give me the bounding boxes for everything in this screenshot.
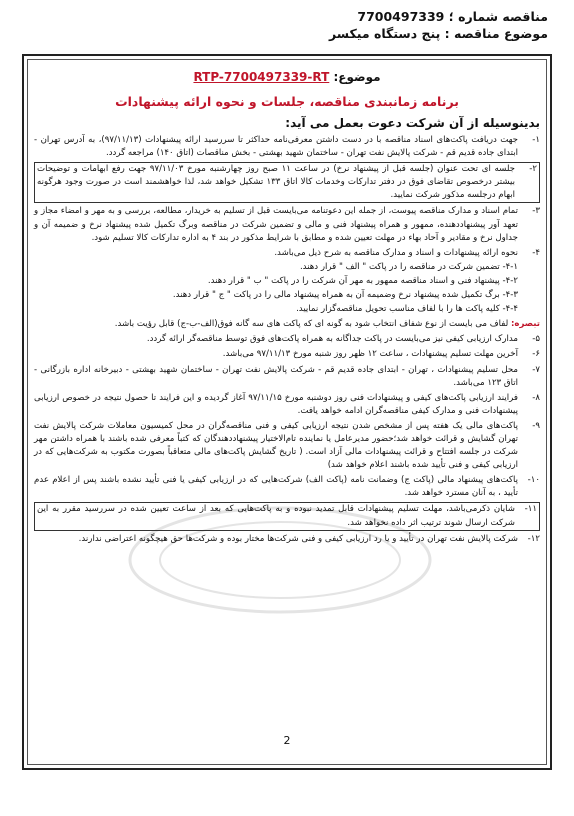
item-text: جلسه ای تحت عنوان (جلسه قبل از پیشنهاد نرخ) در ساعت ۱۱ صبح روز چهارشنبه مورخ ۹۷/۱۱/۰۳ جهت رفع ابهامات و توضیحات بیشتر درخصوص تقاضای فوق در دفتر تدارکات وخدمات کالا اتاق ۱۳۳ تشکیل خواهد شد، لذا خواهشمند است در صورت وجود هرگونه ابهام درجلسه مذکور شرکت نمایید. [37,164,515,201]
item-number: ۱۲- [527,533,540,544]
item-text: نحوه ارائه پیشنهادات و اسناد و مدارک مناقصه به شرح ذیل می‌باشد. [274,247,518,258]
tender-subject: موضوع مناقصه : پنج دستگاه میکسر [329,26,548,41]
note-label: تبصره: [510,319,540,330]
document-body [34,64,540,546]
list-item [34,474,540,500]
item-text: تمام اسناد و مدارک مناقصه پیوست، از جمله این دعوتنامه می‌بایست قبل از تسلیم به خریدار، مطالعه، بررسی و به مهر و امضاء مجاز و تعهد آور پیشنهاددهنده، ممهور و همراه پیشنهاد فنی و مالی و تضمین شرکت در مناقصه وبرگ تکمیل شده پیشنهاد نرخ و ضمیمه آن و جداول نرخ و مقادیر و آحاد بهاء در مهلت تعیین شده و مطابق با شرایط مذکور در بند ۴ به اداره تدارکات کالا تسلیم شود. [34,206,518,243]
sub-item: ۴-۲- پیشنهاد فنی و اسناد مناقصه ممهور به مهر آن شرکت را در پاکت " ب " قرار دهند. [207,275,518,286]
note-row [34,318,540,331]
list-item [34,420,540,472]
list-item [34,533,540,546]
sub-item: ۴-۳- برگ تکمیل شده پیشنهاد نرخ وضمیمه آن به همراه پیشنهاد مالی را در پاکت " ج " قرار دهند. [172,290,518,301]
list-item-boxed [34,502,540,530]
item-text: پاکت‌های مالی یک هفته پس از مشخص شدن نتیجه ارزیابی کیفی و فنی مناقصه‌گران در محل کمیسیون معاملات شرکت پالایش نفت تهران گشایش و قرائت خواهد شد؛حضور مدیرعامل یا نماینده تام‌الاختیار پیشنهاددهندگان که کتباً معرفی شده باشند با همراه داشتن مهر شرکت در جلسه افتتاح و قرائت پیشنهادات مالی آزاد است. ( تاریخ گشایش پاکت‌های مالی متعاقباً بصورت مکتوب به شرکت‌هایی که در ارزیابی کیفی و فنی تأیید شده باشند اعلام خواهد شد) [34,420,518,471]
list-item [34,333,540,346]
item-text: مدارک ارزیابی کیفی نیز می‌بایست در پاکت جداگانه به همراه پاکت‌های فوق توسط مناقصه‌گر ارائه گردد. [146,334,518,345]
subject-label: موضوع: [333,70,381,84]
list-item [34,134,540,160]
program-title: برنامه زمانبندی مناقصه، جلسات و نحوه ارائه پیشنهادات [115,94,459,109]
list-item [34,364,540,390]
item-number: ۳- [532,206,540,217]
list-item-boxed [34,162,540,203]
page-number: 2 [283,734,291,747]
list-item [34,392,540,418]
item-text: فرایند ارزیابی پاکت‌های کیفی و پیشنهادات فنی روز دوشنبه مورخ ۹۷/۱۱/۱۵ آغاز گردیده و این فرایند تا حصول نتیجه در خصوص ارزیابی پیشنهادات فنی و مدارک کیفی مناقصه‌گران ادامه خواهد یافت. [34,392,518,416]
item-text: جهت دریافت پاکت‌های اسناد مناقصه با در دست داشتن معرفی‌نامه حداکثر تا سررسید ارائه پیشنهادات (۹۷/۱۱/۱۳)، به آدرس تهران - ابتدای جاده قدیم قم - شرکت پالایش نفت تهران - ساختمان شهید بهشتی - بخش مناقصات (اتاق ۱۴۰) مراجعه گردد. [34,135,518,159]
item-number: ۱- [532,135,540,145]
subject-code: RTP-7700497339-RT [193,70,330,84]
item-number: ۱۰- [527,475,540,486]
item-number: ۱۱- [524,504,537,515]
item-text: آخرین مهلت تسلیم پیشنهادات ، ساعت ۱۲ ظهر روز شنبه مورخ ۹۷/۱۱/۱۳ می‌باشد. [222,349,518,360]
document-header [128,8,548,42]
tender-number: مناقصه شماره ؛ 7700497339 [357,9,548,24]
item-text: پاکت‌های پیشنهاد مالی (پاکت ج) وضمانت نامه (پاکت الف) شرکت‌هایی که در ارزیابی کیفی یا فنی تأیید نشده باشند پس از اعلام عدم تأیید ، به آنان مسترد خواهد شد. [34,475,518,499]
list-item [34,247,540,260]
note-text: لفاف می بایست از نوع شفاف انتخاب شود به گونه ای که پاکت های سه گانه فوق(الف-ب-ج) قابل رؤیت باشد. [114,319,509,330]
sub-item: ۴-۴- کلیه پاکت ها را با لفاف مناسب تحویل مناقصه‌گزار نمایید. [296,304,518,315]
item-number: ۲- [529,164,537,175]
item-number: ۶- [532,349,540,360]
item-number: ۷- [532,364,540,375]
invitation-line: بدینوسیله از آن شرکت دعوت بعمل می آید: [285,116,540,130]
item-number: ۹- [532,420,540,431]
item-number: ۴- [532,247,540,258]
item-number: ۵- [532,334,540,345]
item-text: شرکت پالایش نفت تهران در تأیید و یا رد ارزیابی کیفی و فنی شرکت‌ها مختار بوده و شرکت‌ها حق هیچگونه اعتراضی ندارند. [78,533,518,544]
list-item [34,348,540,361]
item-number: ۸- [532,392,540,403]
item-text: شایان ذکرمی‌باشد، مهلت تسلیم پیشنهادات قابل تمدید نبوده و به پاکت‌هایی که بعد از ساعت تعیین شده در سررسید مقرر به این شرکت ارسال شوند ترتیب اثر داده نخواهد شد. [37,504,515,528]
item-text: محل تسلیم پیشنهادات ، تهران - ابتدای جاده قدیم قم - شرکت پالایش نفت تهران - ساختمان شهید بهشتی - دبیرخانه اداره بازرگانی - اتاق ۱۲۳ می‌باشد. [34,364,518,388]
subject-row [34,68,540,86]
sub-item: ۴-۱- تضمین شرکت در مناقصه را در پاکت " الف " قرار دهند. [299,261,518,272]
list-item [34,205,540,244]
